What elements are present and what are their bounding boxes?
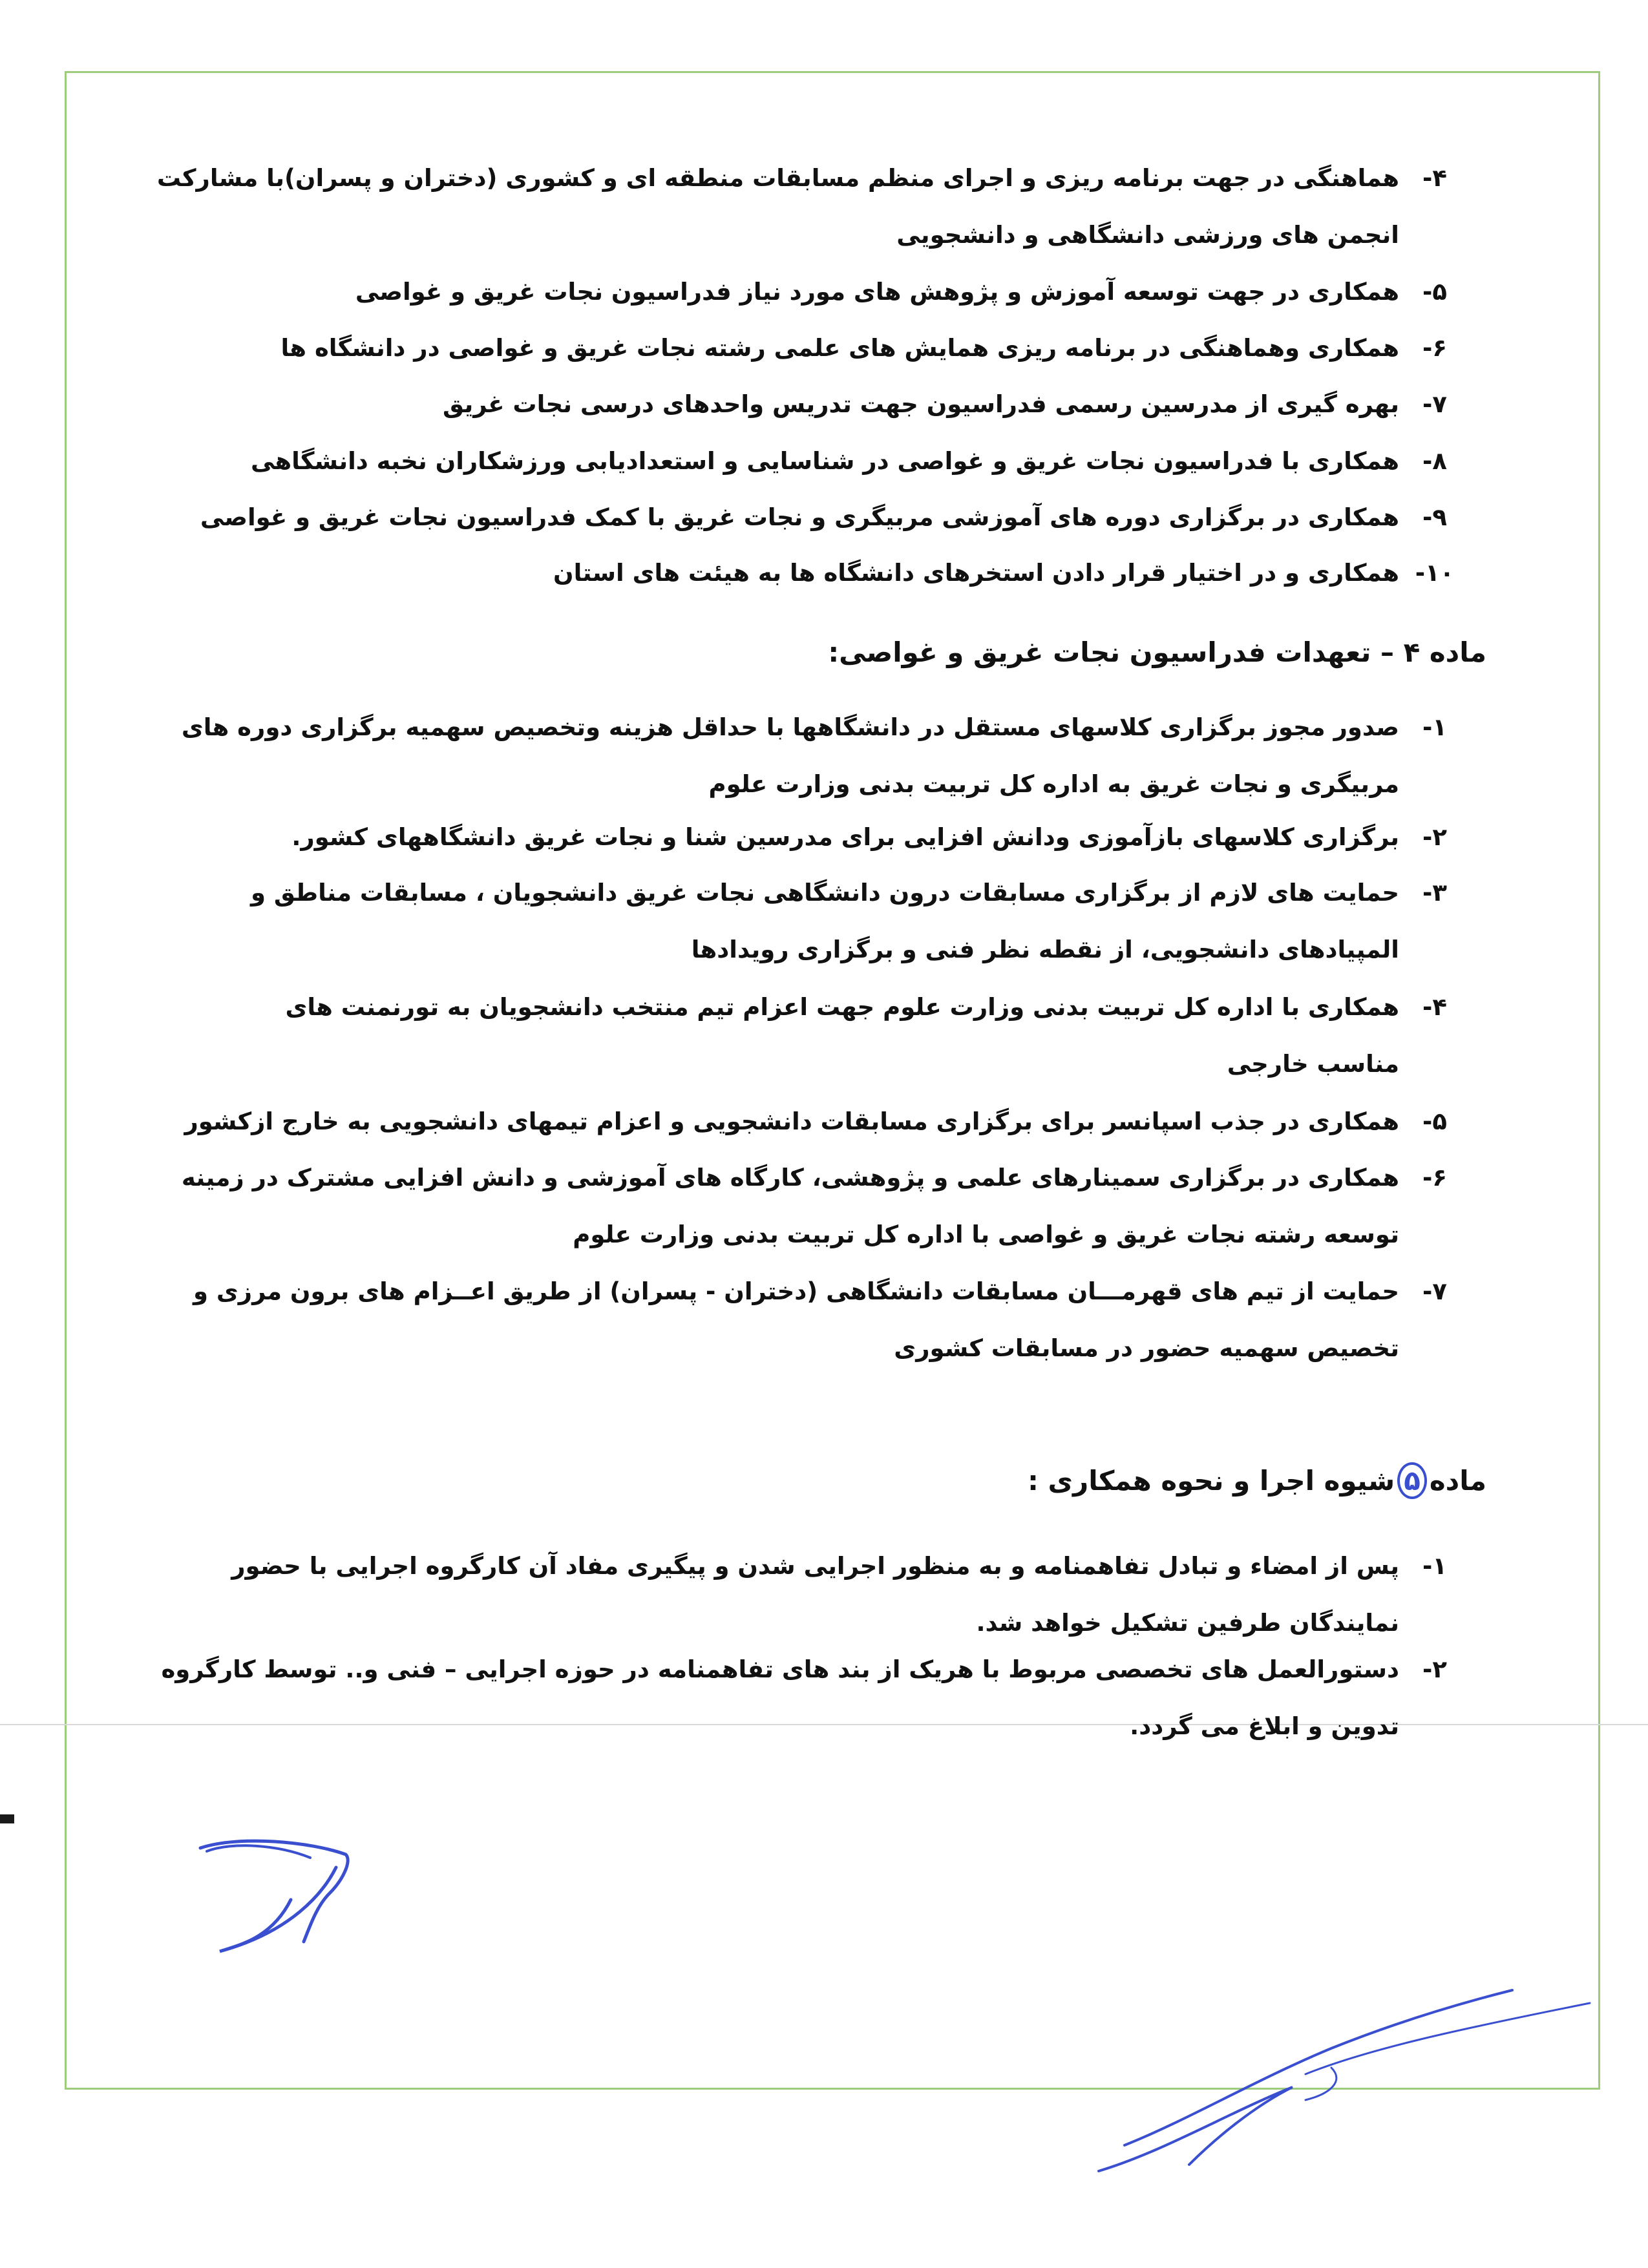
item-text: همکاری وهماهنگی در برنامه ریزی همایش های علمی رشته نجات غریق و غواصی در دانشگاه ها <box>280 334 1399 362</box>
article-5-label: ماده <box>1429 1465 1486 1496</box>
item-text: دستورالعمل های تخصصی مربوط با هریک از بند های تفاهمنامه در حوزه اجرایی – فنی و.. توسط کارگروه <box>161 1655 1399 1683</box>
item-text: حمایت های لازم از برگزاری مسابقات درون دانشگاهی نجات غریق دانشجویان ، مسابقات مناطق و <box>251 879 1399 907</box>
scan-crop-mark <box>0 1814 14 1823</box>
article-5-title: شیوه اجرا و نحوه همکاری : <box>1028 1465 1395 1496</box>
signature-right <box>1060 1977 1616 2184</box>
item-text: حمایت از تیم های قهرمـــان مسابقات دانشگاهی (دختران - پسران) از طریق اعــزام های برون مرزی و <box>193 1277 1399 1305</box>
item-number: ۱- <box>1422 713 1447 741</box>
item-text: پس از امضاء و تبادل تفاهمنامه و به منظور اجرایی شدن و پیگیری مفاد آن کارگروه اجرایی با حضور <box>231 1552 1399 1580</box>
item-number: ۱- <box>1422 1552 1447 1580</box>
item-number: ۴- <box>1422 993 1447 1021</box>
item-number: ۳- <box>1422 879 1447 907</box>
scan-edge-line <box>0 1724 1648 1725</box>
item-text-continued: تدوین و ابلاغ می گردد. <box>1130 1712 1399 1740</box>
item-text: همکاری با فدراسیون نجات غریق و غواصی در شناسایی و استعدادیابی ورزشکاران نخبه دانشگاهی <box>251 447 1399 475</box>
item-number: ۹- <box>1422 503 1447 531</box>
item-text: بهره گیری از مدرسین رسمی فدراسیون جهت تدریس واحدهای درسی نجات غریق <box>442 390 1399 418</box>
item-text: همکاری با اداره کل تربیت بدنی وزارت علوم جهت اعزام تیم منتخب دانشجویان به تورنمنت های <box>285 993 1399 1021</box>
item-text: همکاری در جهت توسعه آموزش و پژوهش های مورد نیاز فدراسیون نجات غریق و غواصی <box>355 278 1399 306</box>
item-number: ۸- <box>1422 447 1447 475</box>
item-text-continued: مناسب خارجی <box>1227 1050 1399 1078</box>
item-text-continued: انجمن های ورزشی دانشگاهی و دانشجویی <box>896 221 1399 249</box>
item-text: همکاری در برگزاری سمینارهای علمی و پژوهشی، کارگاه های آموزشی و دانش افزایی مشترک در زمینه <box>181 1164 1399 1192</box>
item-text-continued: مربیگری و نجات غریق به اداره کل تربیت بدنی وزارت علوم <box>708 770 1399 798</box>
item-text: همکاری و در اختیار قرار دادن استخرهای دانشگاه ها به هیئت های استان <box>553 559 1399 587</box>
item-text: صدور مجوز برگزاری کلاسهای مستقل در دانشگاهها با حداقل هزینه وتخصیص سهمیه برگزاری دوره های <box>181 713 1399 741</box>
article-5-heading <box>194 1462 1486 1500</box>
item-number: ۵- <box>1422 1108 1447 1135</box>
item-text: برگزاری کلاسهای بازآموزی ودانش افزایی برای مدرسین شنا و نجات غریق دانشگاههای کشور. <box>291 823 1399 851</box>
item-number: ۶- <box>1422 334 1447 362</box>
item-number: ۲- <box>1422 823 1447 851</box>
item-text: همکاری در جذب اسپانسر برای برگزاری مسابقات دانشجویی و اعزام تیمهای دانشجویی به خارج ازکشور <box>184 1108 1399 1135</box>
item-number: ۵- <box>1422 278 1447 306</box>
item-text: همکاری در برگزاری دوره های آموزشی مربیگری و نجات غریق با کمک فدراسیون نجات غریق و غواصی <box>200 503 1399 531</box>
item-text: هماهنگی در جهت برنامه ریزی و اجرای منظم مسابقات منطقه ای و کشوری (دختران و پسران)با مشارکت <box>156 164 1399 192</box>
item-number: ۷- <box>1422 1277 1447 1305</box>
item-number: ۱۰- <box>1415 559 1455 587</box>
article-4-heading: ماده ۴ – تعهدات فدراسیون نجات غریق و غواصی: <box>828 636 1486 668</box>
item-text-continued: نمایندگان طرفین تشکیل خواهد شد. <box>976 1609 1399 1637</box>
item-number: ۴- <box>1422 164 1447 192</box>
signature-left <box>181 1822 375 1964</box>
item-text-continued: المپیادهای دانشجویی، از نقطه نظر فنی و برگزاری رویدادها <box>691 936 1399 963</box>
item-number: ۶- <box>1422 1164 1447 1192</box>
article-5-number-handwritten: ۵ <box>1397 1462 1427 1499</box>
item-text-continued: تخصیص سهمیه حضور در مسابقات کشوری <box>894 1334 1399 1362</box>
item-number: ۲- <box>1422 1655 1447 1683</box>
item-text-continued: توسعه رشته نجات غریق و غواصی با اداره کل تربیت بدنی وزارت علوم <box>573 1221 1399 1248</box>
item-number: ۷- <box>1422 390 1447 418</box>
